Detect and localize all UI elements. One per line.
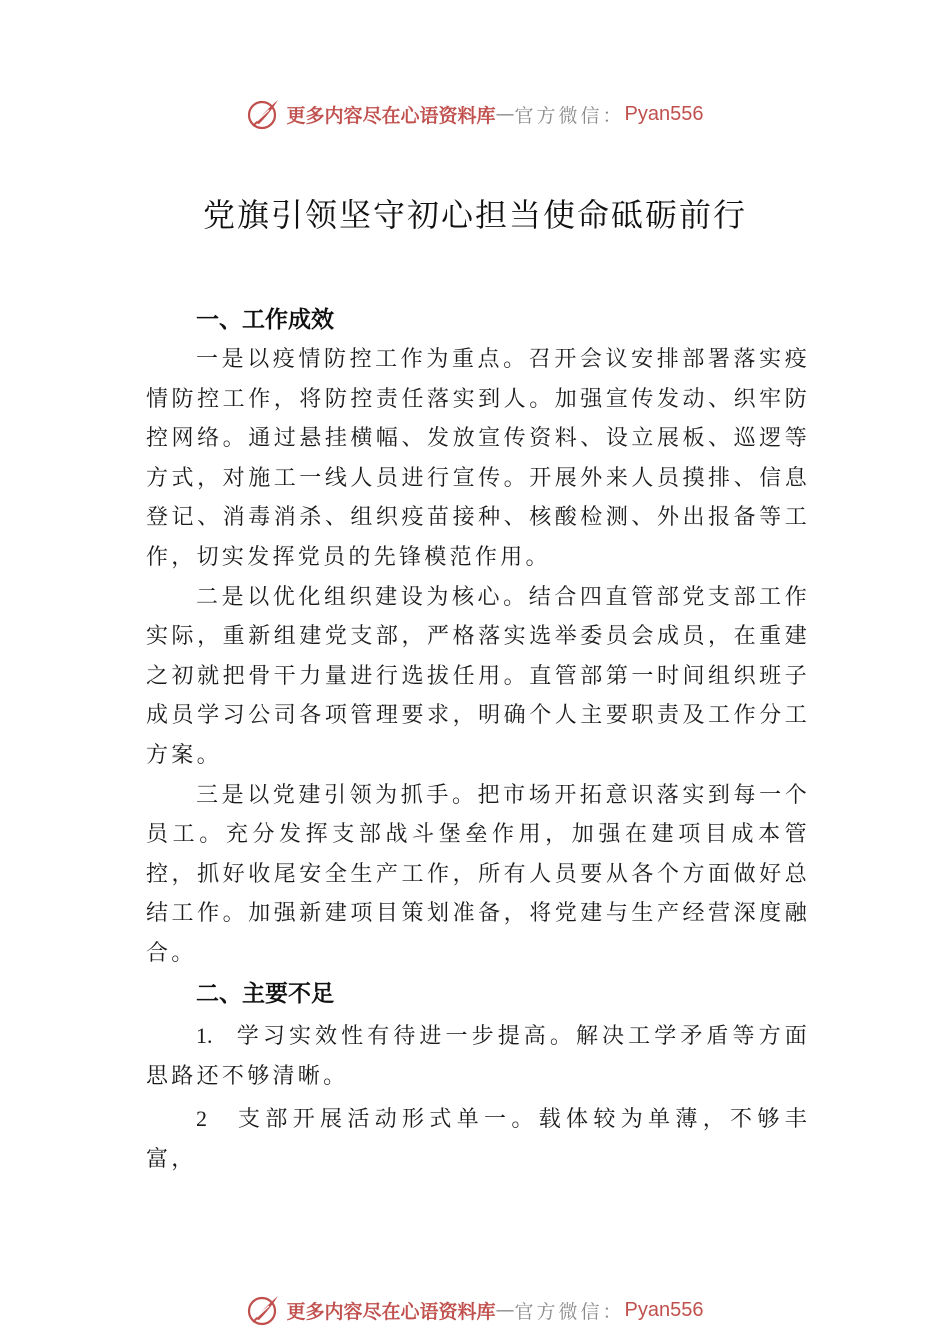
section-heading-achievements: 一、工作成效 (196, 307, 334, 333)
watermark-contact-label: 官方微信： (514, 1300, 625, 1323)
paragraph: 一是以疫情防控工作为重点。召开会议安排部署落实疫情防控工作，将防控责任落实到人。加强宣传发动、织牢防控网络。通过悬挂横幅、发放宣传资料、设立展板、巡逻等方式，对施工一线人员进行宣传。开展外来人员摸排、信息登记、消毒消杀、组织疫苗接种、核酸检测、外出报备等工作，切实发挥党员的先锋模范作用。 (146, 347, 810, 570)
watermark-text: 更多内容尽在心语资料库 (286, 1300, 496, 1323)
quill-logo-icon (247, 97, 281, 131)
watermark-contact-id: Pyan556 (624, 102, 704, 125)
header-watermark (0, 94, 950, 134)
list-item (146, 1099, 810, 1180)
document-title: 党旗引领坚守初心担当使命砥砺前行 (202, 196, 747, 234)
watermark-text: 更多内容尽在心语资料库 (286, 104, 496, 127)
watermark-contact-id: Pyan556 (624, 1298, 704, 1321)
footer-watermark (0, 1290, 950, 1330)
paragraph: 二是以优化组织建设为核心。结合四直管部党支部工作实际，重新组建党支部，严格落实选举委员会成员，在重建之初就把骨干力量进行选拔任用。直管部第一时间组织班子成员学习公司各项管理要求，明确个人主要职责及工作分工方案。 (146, 584, 810, 768)
list-item-number: 2 (196, 1105, 207, 1131)
watermark-separator: — (495, 1299, 515, 1321)
document-body (146, 300, 810, 1180)
watermark-contact-label: 官方微信： (514, 104, 625, 127)
list-item-number: 1. (196, 1022, 213, 1048)
list-item-text: 学习实效性有待进一步提高。解决工学矛盾等方面思路还不够清晰。 (146, 1023, 810, 1089)
watermark-separator: — (495, 103, 515, 125)
quill-logo-icon (247, 1293, 281, 1327)
paragraph: 三是以党建引领为抓手。把市场开拓意识落实到每一个员工。充分发挥支部战斗堡垒作用，加强在建项目成本管控，抓好收尾安全生产工作，所有人员要从各个方面做好总结工作。加强新建项目策划准备，将党建与生产经营深度融合。 (146, 782, 810, 966)
list-item (146, 1016, 810, 1097)
list-item-text: 支部开展活动形式单一。载体较为单薄，不够丰富， (146, 1106, 810, 1172)
section-heading-shortcomings: 二、主要不足 (196, 980, 334, 1007)
